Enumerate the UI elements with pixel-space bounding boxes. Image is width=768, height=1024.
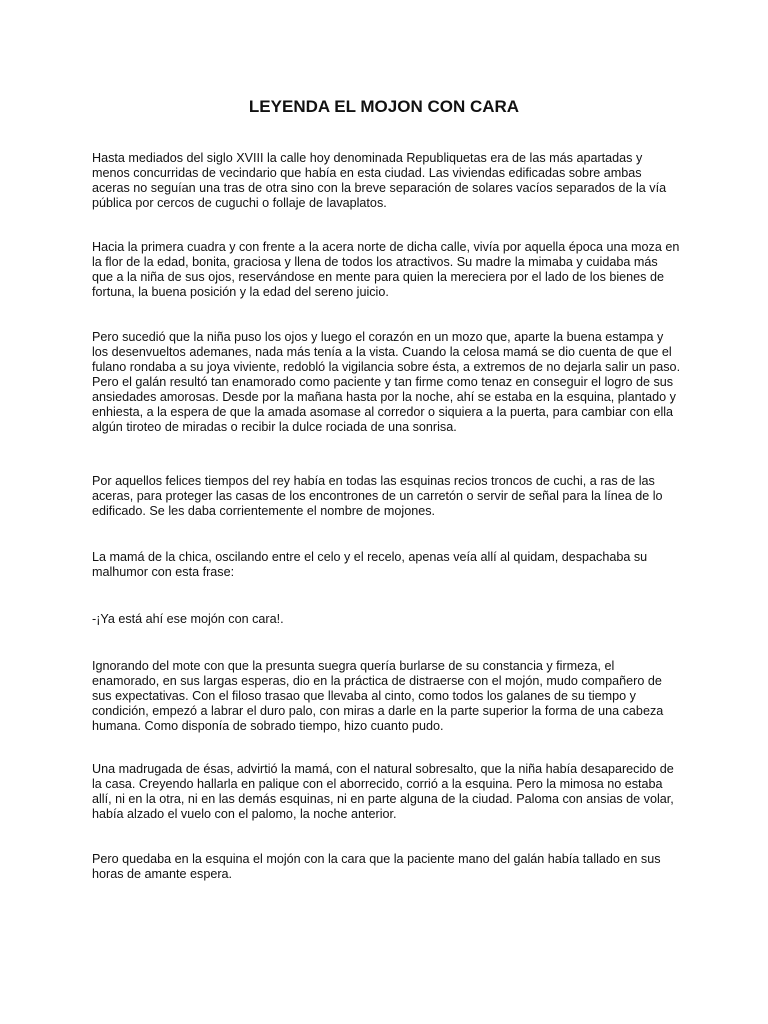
paragraph-7: Ignorando del mote con que la presunta suegra quería burlarse de su constancia y firmeza, el enamorado, en sus largas esperas, dio en la práctica de distraerse con el mojón, mudo compañero de sus expectativas. Con el filoso trasao que llevaba al cinto, como todos los galanes de su tiempo y condición, empezó a labrar el duro palo, con miras a darle en la parte superior la forma de una cabeza humana. Como disponía de sobrado tiempo, hizo cuanto pudo. <box>92 659 664 733</box>
paragraph-8: Una madrugada de ésas, advirtió la mamá, con el natural sobresalto, que la niña había desaparecido de la casa. Creyendo hallarla en palique con el aborrecido, corrió a la esquina. Pero la mimosa no estaba allí, ni en la otra, ni en las demás esquinas, ni en parte alguna de la ciudad. Paloma con ansias de volar, había alzado el vuelo con el palomo, la noche anterior. <box>92 762 674 821</box>
paragraph-3: Pero sucedió que la niña puso los ojos y luego el corazón en un mozo que, aparte la buena estampa y los desenvueltos ademanes, nada más tenía a la vista. Cuando la celosa mamá se dio cuenta de que el fulano rondaba a su joya viviente, redobló la vigilancia sobre ésta, a extremos de no dejarla salir un paso. Pero el galán resultó tan enamorado como paciente y tan firme como tenaz en conseguir el logro de sus ansiedades amorosas. Desde por la mañana hasta por la noche, ahí se estaba en la esquina, plantado y enhiesta, a la espera de que la amada asomase al corredor o siquiera a la puerta, para cambiar con ella algún tiroteo de miradas o recibir la dulce rociada de una sonrisa. <box>92 330 681 434</box>
paragraph-1: Hasta mediados del siglo XVIII la calle hoy denominada Republiquetas era de las más apartadas y menos concurridas de vecindario que había en esta ciudad. Las viviendas edificadas sobre ambas aceras no seguían una tras de otra sino con la breve separación de solares vacíos separados de la vía pública por cercos de cuguchi o follaje de lavaplatos. <box>92 151 667 210</box>
paragraph-6: -¡Ya está ahí ese mojón con cara!. <box>92 612 284 626</box>
paragraph-2: Hacia la primera cuadra y con frente a la acera norte de dicha calle, vivía por aquella época una moza en la flor de la edad, bonita, graciosa y llena de todos los atractivos. Su madre la mimaba y cuidaba más que a la niña de sus ojos, reservándose en mente para quien la mereciera por el lado de los bienes de fortuna, la buena posición y la edad del sereno juicio. <box>92 240 680 299</box>
page-title: LEYENDA EL MOJON CON CARA <box>248 97 520 116</box>
paragraph-5: La mamá de la chica, oscilando entre el celo y el recelo, apenas veía allí al quidam, despachaba su malhumor con esta frase: <box>92 550 648 579</box>
paragraph-9: Pero quedaba en la esquina el mojón con la cara que la paciente mano del galán había tallado en sus horas de amante espera. <box>92 852 661 881</box>
paragraph-4: Por aquellos felices tiempos del rey había en todas las esquinas recios troncos de cuchi, a ras de las aceras, para proteger las casas de los encontrones de un carretón o servir de señal para la línea de lo edificado. Se les daba corrientemente el nombre de mojones. <box>92 474 663 518</box>
